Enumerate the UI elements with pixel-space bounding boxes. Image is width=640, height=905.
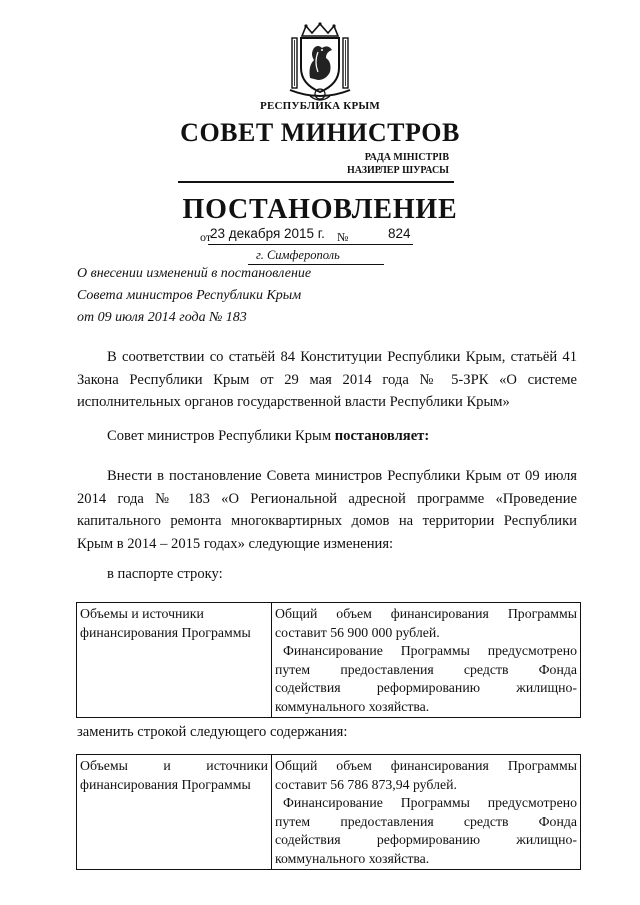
label-line: Объемы и источники <box>80 606 204 621</box>
value-line: путем предоставления средств Фонда <box>275 813 577 829</box>
resolves-keyword: постановляет: <box>334 428 430 444</box>
resolves-paragraph <box>107 428 429 445</box>
replace-line-intro: заменить строкой следующего содержания: <box>77 724 348 740</box>
number-prefix: № <box>337 230 349 244</box>
preamble-line: В соответствии со статьёй 84 Конституции Республики Крым, статьёй 41 <box>107 349 577 365</box>
value-line: составит 56 786 873,94 рублей. <box>275 776 457 792</box>
passport-line-intro: в паспорте строку: <box>107 566 223 582</box>
date-prefix: от <box>200 230 212 244</box>
city-underline <box>248 264 384 265</box>
value-line: составит 56 900 000 рублей. <box>275 624 440 640</box>
preamble-line: исполнительных органов государственной власти Республики Крым» <box>77 394 510 410</box>
city-name: г. Симферополь <box>256 248 340 262</box>
amendment-line: капитального ремонта многоквартирных домов на территории Республики <box>77 513 577 529</box>
value-line: содействия реформированию жилищно- <box>275 680 577 695</box>
value-line: путем предоставления средств Фонда <box>275 661 577 677</box>
funding-label-cell <box>77 603 272 718</box>
subject-line-2: Совета министров Республики Крым <box>77 288 302 303</box>
coat-of-arms-emblem <box>288 22 352 104</box>
council-title: СОВЕТ МИНИСТРОВ <box>180 118 460 147</box>
header-divider <box>178 181 454 183</box>
preamble-paragraph <box>77 346 577 414</box>
table-row <box>77 603 581 718</box>
amendment-line: Внести в постановление Совета министров Республики Крым от 09 июля <box>107 468 577 484</box>
subject-line-3: от 09 июля 2014 года № 183 <box>77 310 247 325</box>
value-line: коммунального хозяйства. <box>275 698 430 714</box>
funding-label-cell <box>77 755 272 870</box>
label-line: Объемы и источники <box>80 758 268 773</box>
document-number: 824 <box>388 226 411 241</box>
new-passport-row-table <box>76 754 581 870</box>
funding-value-cell <box>272 603 581 718</box>
republic-label: РЕСПУБЛИКА КРЫМ <box>260 100 380 112</box>
document-type-title: ПОСТАНОВЛЕНИЕ <box>182 194 458 225</box>
funding-value-cell <box>272 755 581 870</box>
table-row <box>77 755 581 870</box>
preamble-line: Закона Республики Крым от 29 мая 2014 года № 5-ЗРК «О системе <box>77 371 577 388</box>
date-number-line <box>200 226 415 246</box>
value-line: содействия реформированию жилищно- <box>275 832 577 847</box>
old-passport-row-table <box>76 602 581 718</box>
subject-line-1: О внесении изменений в постановление <box>77 266 312 281</box>
label-line: финансирования Программы <box>80 776 251 792</box>
value-line: Финансирование Программы предусмотрено <box>283 643 577 658</box>
city-line <box>256 248 340 263</box>
value-line: Финансирование Программы предусмотрено <box>283 795 577 810</box>
document-date: 23 декабря 2015 г. <box>210 226 325 241</box>
value-line: коммунального хозяйства. <box>275 850 430 866</box>
rada-label: РАДА МІНІСТРІВ <box>364 152 449 163</box>
amendment-paragraph <box>77 465 577 555</box>
value-line: Общий объем финансирования Программы <box>275 758 577 773</box>
nazirler-label: НАЗИРЛЕР ШУРАСЫ <box>346 165 449 176</box>
amendment-line: 2014 года № 183 «О Региональной адресной программе «Проведение <box>77 490 577 507</box>
resolves-text: Совет министров Республики Крым <box>107 428 335 444</box>
date-underline <box>208 244 413 245</box>
amendment-line: Крым в 2014 – 2015 годах» следующие изменения: <box>77 535 394 552</box>
label-line: финансирования Программы <box>80 624 251 640</box>
value-line: Общий объем финансирования Программы <box>275 606 577 621</box>
